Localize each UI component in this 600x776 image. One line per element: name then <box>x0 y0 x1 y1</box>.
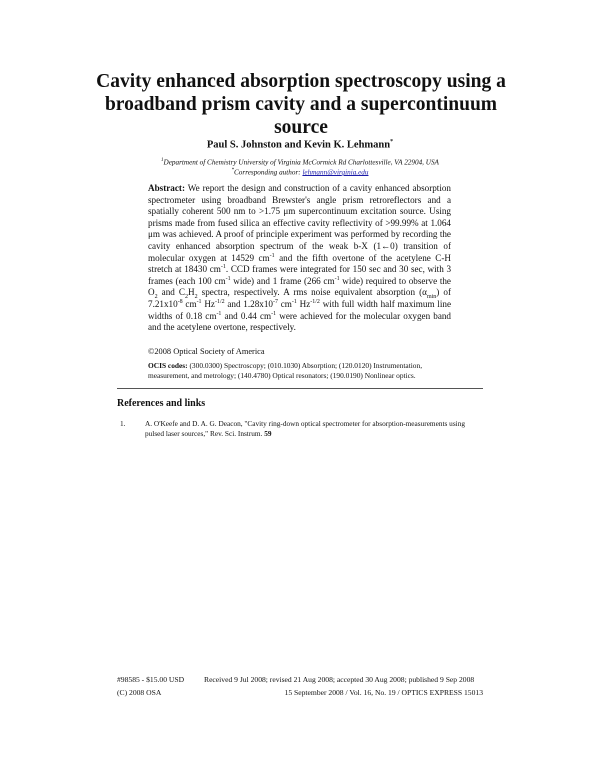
email-link[interactable]: lehmann@virginia.edu <box>302 168 369 177</box>
reference-volume: 59 <box>264 428 272 438</box>
abstract-sup: -1 <box>271 310 277 317</box>
abstract-text: wide) required to observe the O <box>148 275 451 298</box>
abstract-text: and 0.44 cm <box>221 310 272 321</box>
abstract-text: wide) and 1 frame (266 cm <box>230 275 335 286</box>
abstract-text: and 1.28x10 <box>224 298 273 309</box>
abstract-text: We report the design and construction of a cavity enhanced absorption spectrometer using broadband Brewster's angle prism retroreflectors and a spatially coherent 500 nm to >1.75 μm supercontinuum excitation source. Using prisms made from fused silica an effective cavity reflectivity of >99.99% at 1.064 μm was achieved. A proof of principle experiment was performed by recording the cavity enhanced absorption spectrum of the weak b-X (1←0) transition of molecular oxygen at 14529 cm <box>148 183 451 263</box>
abstract-sup: -1/2 <box>214 298 225 305</box>
abstract-text: and C <box>157 287 185 298</box>
abstract-text: and the fifth overtone of the acetylene C-H stretch at 18430 cm <box>148 252 451 275</box>
abstract-sub: 2 <box>194 294 198 301</box>
ocis-codes <box>148 361 451 381</box>
abstract-sup: -7 <box>272 298 278 305</box>
corresponding-label: Corresponding author: <box>234 168 303 177</box>
author-line <box>0 139 600 151</box>
footer-dates: Received 9 Jul 2008; revised 21 Aug 2008; accepted 30 Aug 2008; published 9 Sep 2008 <box>204 675 475 684</box>
abstract-label: Abstract: <box>148 183 185 193</box>
reference-number: 1. <box>120 419 126 428</box>
affiliation-text: Department of Chemistry University of Virginia McCormick Rd Charlottesville, VA 22904, USA <box>163 158 439 167</box>
abstract-sup: -1 <box>220 264 226 271</box>
abstract-text: with full width half maximum line widths of 0.18 cm <box>148 298 451 321</box>
abstract-text: cm <box>182 298 197 309</box>
reference-citation: A. O'Keefe and D. A. G. Deacon, "Cavity ring-down optical spectrometer for absorption-measurements using pulsed laser sources," Rev. Sci. Instrum. <box>145 419 465 438</box>
abstract-text: ) of 7.21x10 <box>148 287 451 309</box>
abstract <box>148 183 451 334</box>
ocis-label: OCIS codes: <box>148 361 188 370</box>
copyright-notice: ©2008 Optical Society of America <box>148 347 265 356</box>
ocis-text: (300.0300) Spectroscopy; (010.1030) Absorption; (120.0120) Instrumentation, measurement, and metrology; (140.4780) Optical resonators; (190.0190) Nonlinear optics. <box>148 361 423 380</box>
reference-text <box>145 419 483 438</box>
abstract-text: cm <box>277 298 292 309</box>
divider <box>117 388 483 389</box>
affiliation-mark: 1 <box>161 158 164 163</box>
abstract-text: . CCD frames were integrated for 150 sec and 30 sec, with 3 frames (each 100 cm <box>148 264 452 286</box>
abstract-sup: -1 <box>216 310 222 317</box>
authors: Paul S. Johnston and Kevin K. Lehmann <box>206 139 391 151</box>
corresponding-author <box>80 166 520 177</box>
abstract-text: were achieved for the molecular oxygen band and the acetylene overtone, respectively. <box>148 310 451 333</box>
abstract-sup: -1 <box>196 298 202 305</box>
corresponding-mark: * <box>231 168 235 173</box>
abstract-text: spectra, respectively. A rms noise equivalent absorption (α <box>197 287 427 298</box>
abstract-sup: -1/2 <box>310 298 320 305</box>
abstract-sup: -1 <box>269 252 275 259</box>
abstract-sub: 2 <box>185 294 188 301</box>
abstract-text: Hz <box>296 298 311 309</box>
abstract-text: Hz <box>201 298 215 309</box>
abstract-sup: -1 <box>291 298 297 305</box>
abstract-sup: -1 <box>334 275 340 282</box>
author-mark: * <box>390 139 394 145</box>
footer-doc-id: #98585 - $15.00 USD <box>117 675 185 684</box>
paper-title: Cavity enhanced absorption spectroscopy using a broadband prism cavity and a supercontinuum source <box>96 71 506 138</box>
abstract-sub: 2 <box>154 294 158 301</box>
footer-copyright: (C) 2008 OSA <box>117 688 162 697</box>
abstract-sup: -1 <box>225 275 231 282</box>
abstract-sub: min <box>426 294 437 301</box>
references-heading: References and links <box>117 398 206 409</box>
abstract-text: H <box>188 287 195 298</box>
footer-journal: 15 September 2008 / Vol. 16, No. 19 / OPTICS EXPRESS 15013 <box>284 688 483 697</box>
abstract-sup: -8 <box>177 298 183 305</box>
